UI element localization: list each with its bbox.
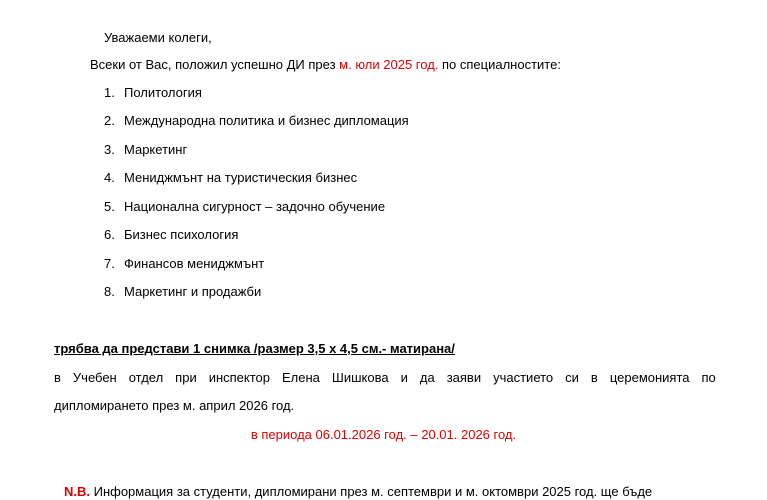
instruction-word: в bbox=[590, 370, 598, 385]
list-item bbox=[104, 85, 202, 101]
intro-prefix: Всеки от Вас, положил успешно ДИ през bbox=[90, 57, 340, 72]
greeting: Уважаеми колеги, bbox=[104, 30, 212, 45]
note-paragraph bbox=[64, 484, 652, 500]
instruction-word: при bbox=[175, 370, 197, 385]
list-label: Международна политика и бизнес дипломация bbox=[124, 113, 409, 128]
list-label: Бизнес психология bbox=[124, 227, 239, 242]
instruction-word: церемонията bbox=[609, 370, 690, 385]
list-number: 7. bbox=[104, 256, 115, 271]
list-number: 6. bbox=[104, 227, 115, 242]
instruction-word: участието bbox=[493, 370, 554, 385]
note-text: Информация за студенти, дипломирани през м. септември и м. октомври 2025 год. ще бъде bbox=[90, 484, 653, 499]
submission-period: в периода 06.01.2026 год. – 20.01. 2026 год. bbox=[250, 427, 517, 442]
list-number: 4. bbox=[104, 170, 115, 185]
list-label: Национална сигурност – задочно обучение bbox=[124, 199, 386, 214]
photo-requirement: трябва да представи 1 снимка /размер 3,5 х 4,5 см.- матирана/ bbox=[54, 341, 455, 356]
instruction-word: и bbox=[400, 370, 408, 385]
instruction-word: Елена bbox=[282, 370, 320, 385]
intro-paragraph bbox=[90, 57, 561, 73]
note-label: N.B. bbox=[64, 484, 90, 499]
list-item bbox=[104, 170, 357, 186]
instruction-word: инспектор bbox=[208, 370, 271, 385]
list-number: 2. bbox=[104, 113, 115, 128]
list-item bbox=[104, 284, 261, 300]
list-item bbox=[104, 113, 409, 129]
list-label: Маркетинг и продажби bbox=[124, 284, 262, 299]
list-label: Мениджмънт на туристическия бизнес bbox=[124, 170, 358, 185]
list-number: 5. bbox=[104, 199, 115, 214]
instruction-word: Учебен bbox=[72, 370, 117, 385]
instruction-word: Шишкова bbox=[331, 370, 389, 385]
list-item bbox=[104, 142, 187, 158]
instruction-line-2: дипломирането през м. април 2026 год. bbox=[54, 398, 295, 413]
list-number: 1. bbox=[104, 85, 115, 100]
list-item bbox=[104, 227, 238, 243]
list-number: 8. bbox=[104, 284, 115, 299]
list-label: Финансов мениджмънт bbox=[124, 256, 265, 271]
list-label: Маркетинг bbox=[124, 142, 188, 157]
list-item bbox=[104, 199, 385, 215]
instruction-word: в bbox=[54, 370, 61, 385]
instruction-word: си bbox=[565, 370, 579, 385]
exam-date: м. юли 2025 год. bbox=[339, 57, 439, 72]
instruction-line-1 bbox=[54, 370, 716, 386]
instruction-word: да bbox=[419, 370, 435, 385]
list-number: 3. bbox=[104, 142, 115, 157]
instruction-word: по bbox=[701, 370, 716, 385]
intro-suffix: по специалностите: bbox=[438, 57, 561, 72]
instruction-word: заяви bbox=[446, 370, 482, 385]
instruction-word: отдел bbox=[128, 370, 164, 385]
list-label: Политология bbox=[124, 85, 202, 100]
list-item bbox=[104, 256, 264, 272]
